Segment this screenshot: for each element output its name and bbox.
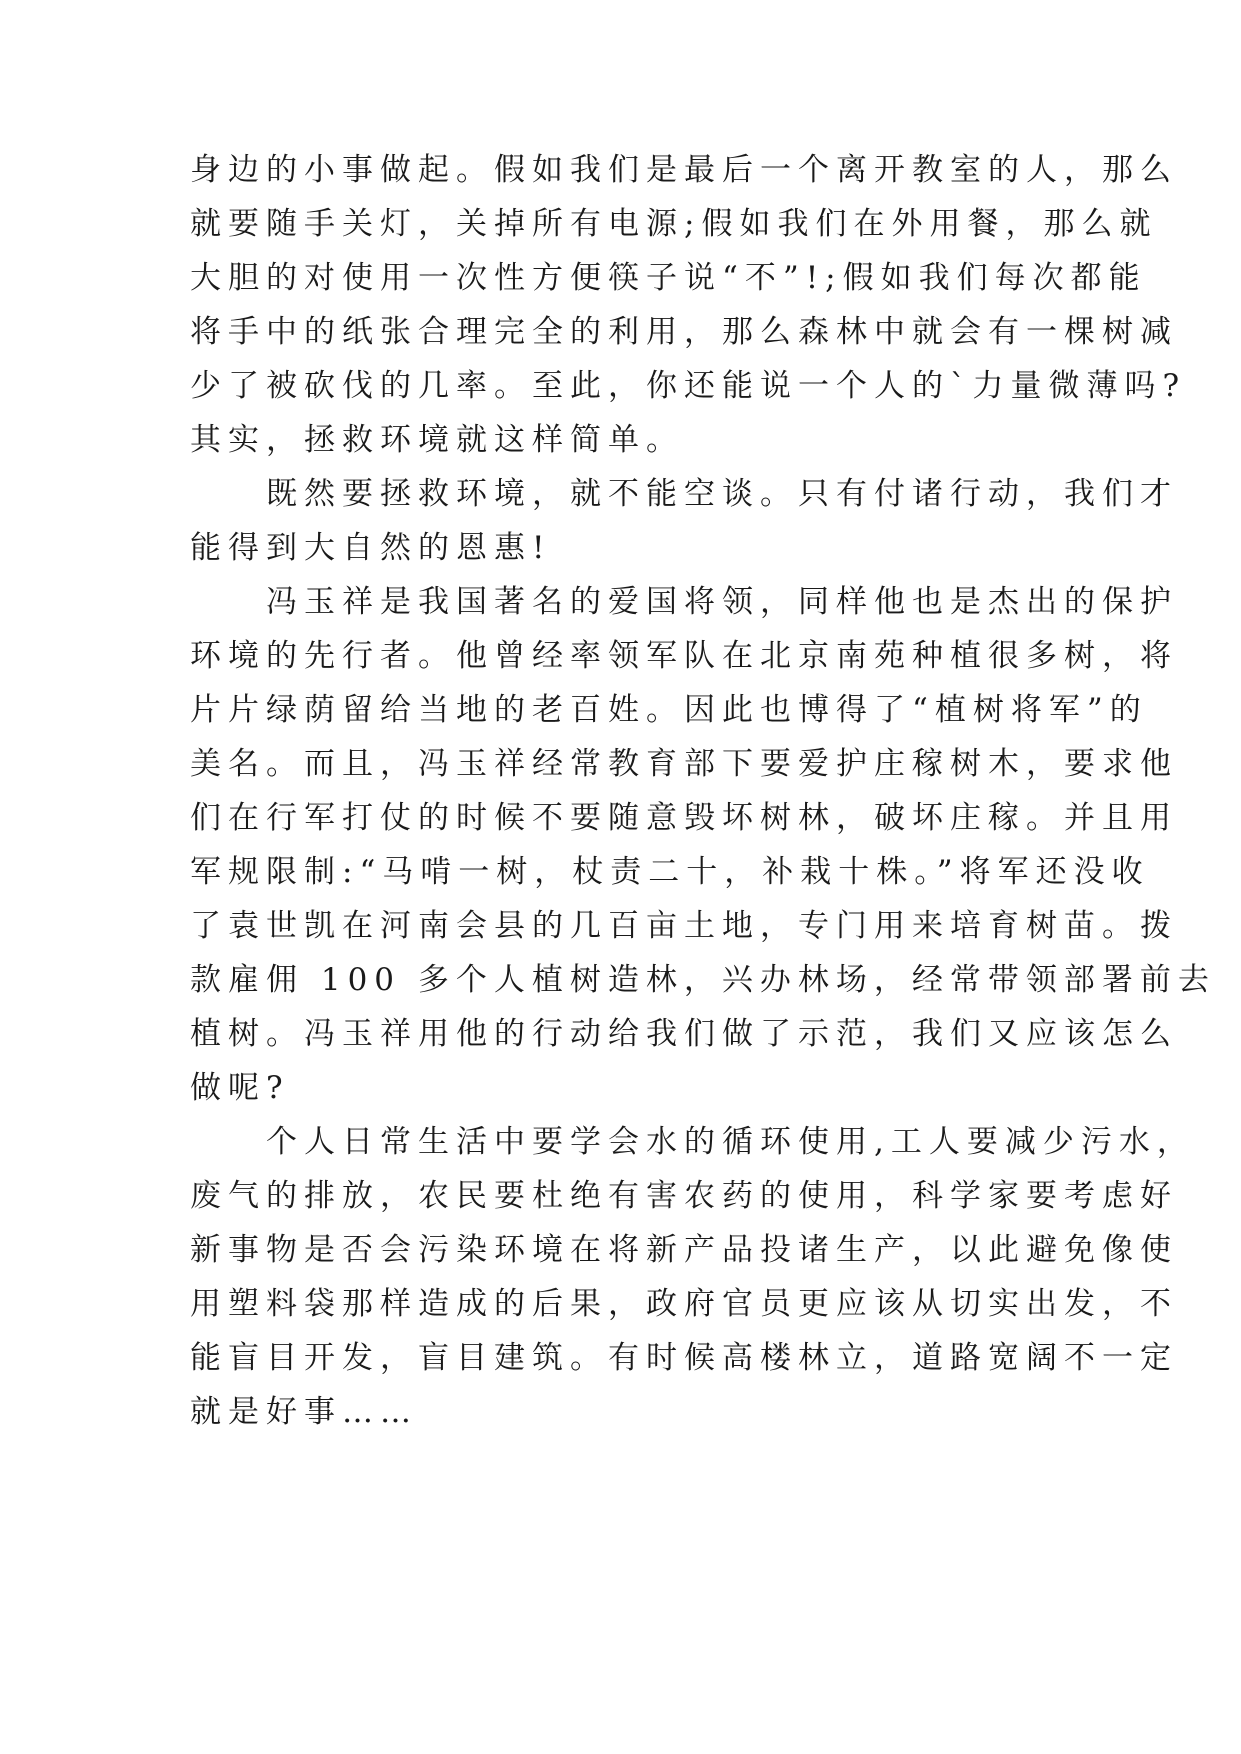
text-line: 们在行军打仗的时候不要随意毁坏树林，破坏庄稼。并且用 <box>190 800 1178 836</box>
text-line: 能得到大自然的恩惠! <box>190 530 552 566</box>
text-line: 废气的排放，农民要杜绝有害农药的使用，科学家要考虑好 <box>190 1178 1178 1214</box>
text-line: 做呢? <box>190 1070 290 1106</box>
text-line: 用塑料袋那样造成的后果，政府官员更应该从切实出发，不 <box>190 1286 1178 1322</box>
text-line: 片片绿荫留给当地的老百姓。因此也博得了“植树将军”的 <box>190 692 1148 728</box>
text-line: 冯玉祥是我国著名的爱国将领，同样他也是杰出的保护 <box>190 584 1178 620</box>
text-line: 既然要拯救环境，就不能空谈。只有付诸行动，我们才 <box>190 476 1178 512</box>
text-line: 了袁世凯在河南会县的几百亩土地，专门用来培育树苗。拨 <box>190 908 1178 944</box>
text-line: 少了被砍伐的几率。至此，你还能说一个人的`力量微薄吗? <box>190 368 1187 404</box>
text-line: 大胆的对使用一次性方便筷子说“不”!;假如我们每次都能 <box>190 260 1147 296</box>
text-line: 就是好事…… <box>190 1394 418 1430</box>
text-line: 个人日常生活中要学会水的循环使用,工人要减少污水， <box>190 1124 1195 1160</box>
text-line: 身边的小事做起。假如我们是最后一个离开教室的人，那么 <box>190 152 1178 188</box>
text-line: 新事物是否会污染环境在将新产品投诸生产，以此避免像使 <box>190 1232 1178 1268</box>
text-line: 植树。冯玉祥用他的行动给我们做了示范，我们又应该怎么 <box>190 1016 1178 1052</box>
text-line: 能盲目开发，盲目建筑。有时候高楼林立，道路宽阔不一定 <box>190 1340 1178 1376</box>
text-line: 就要随手关灯，关掉所有电源;假如我们在外用餐，那么就 <box>190 206 1158 242</box>
text-line: 环境的先行者。他曾经率领军队在北京南苑种植很多树，将 <box>190 638 1178 674</box>
text-line: 将手中的纸张合理完全的利用，那么森林中就会有一棵树减 <box>190 314 1178 350</box>
text-line: 其实，拯救环境就这样简单。 <box>190 422 684 458</box>
text-line: 款雇佣 100 多个人植树造林，兴办林场，经常带领部署前去 <box>190 962 1216 998</box>
text-line: 军规限制:“马啃一树，杖责二十，补栽十株。”将军还没收 <box>190 854 1150 890</box>
text-line: 美名。而且，冯玉祥经常教育部下要爱护庄稼树木，要求他 <box>190 746 1178 782</box>
